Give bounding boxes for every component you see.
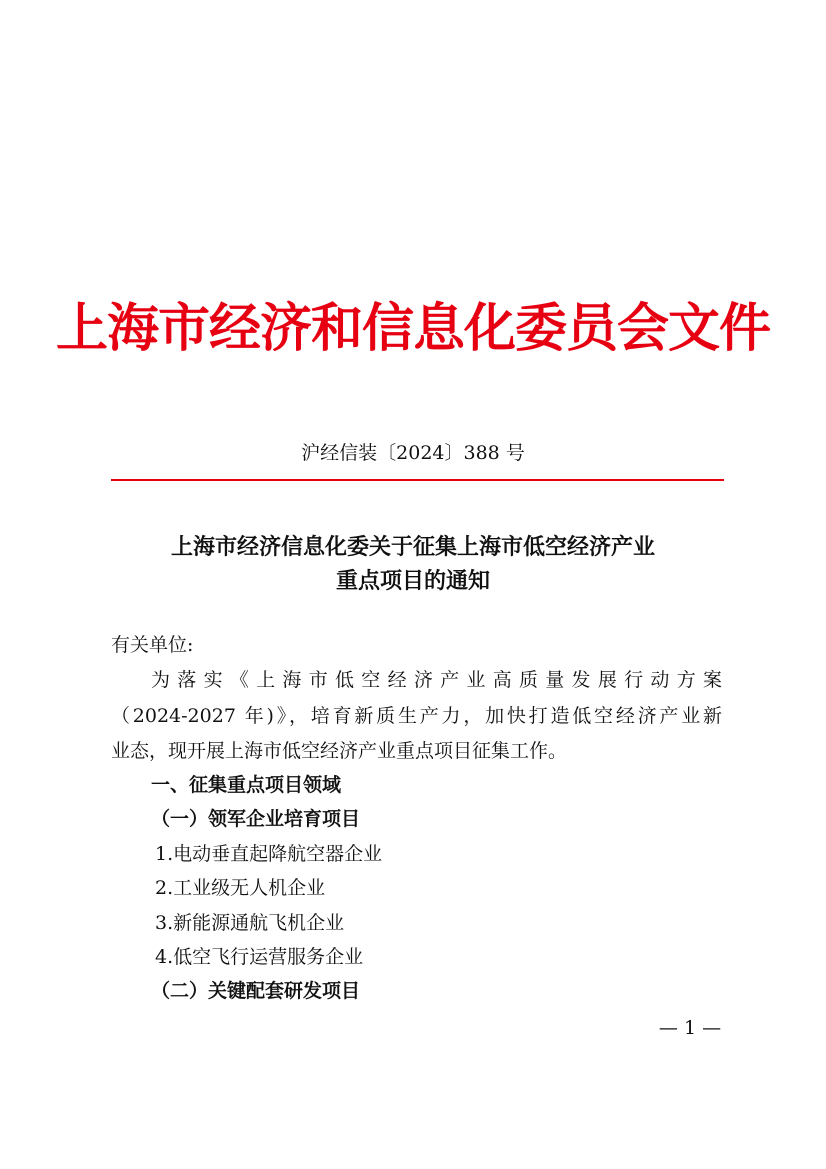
list-item: 3.新能源通航飞机企业 xyxy=(155,912,345,934)
issuer-title: 上海市经济和信息化委员会文件 xyxy=(55,298,770,359)
subsection-heading-1: （一）领军企业培育项目 xyxy=(151,808,361,830)
section-heading-1: 一、征集重点项目领域 xyxy=(151,774,342,796)
list-item: 2.工业级无人机企业 xyxy=(155,877,326,899)
page-number: — 1 — xyxy=(658,1017,722,1039)
list-item: 1.电动垂直起降航空器企业 xyxy=(155,843,383,865)
list-item: 4.低空飞行运营服务企业 xyxy=(155,946,364,968)
red-divider-rule xyxy=(111,479,724,481)
notice-title-line-1: 上海市经济信息化委关于征集上海市低空经济产业 xyxy=(170,534,655,560)
salutation: 有关单位: xyxy=(111,634,194,656)
document-number: 沪经信装〔2024〕388 号 xyxy=(301,442,525,464)
notice-title-line-2: 重点项目的通知 xyxy=(335,568,490,594)
intro-line-3: 业态，现开展上海市低空经济产业重点项目征集工作。 xyxy=(111,740,568,762)
notice-title xyxy=(0,530,826,598)
subsection-heading-2: （二）关键配套研发项目 xyxy=(151,980,361,1002)
intro-line-2: （2024-2027 年)》，培育新质生产力，加快打造低空经济产业新 xyxy=(111,705,722,727)
intro-line-1: 为落实《上海市低空经济产业高质量发展行动方案 xyxy=(151,669,722,691)
